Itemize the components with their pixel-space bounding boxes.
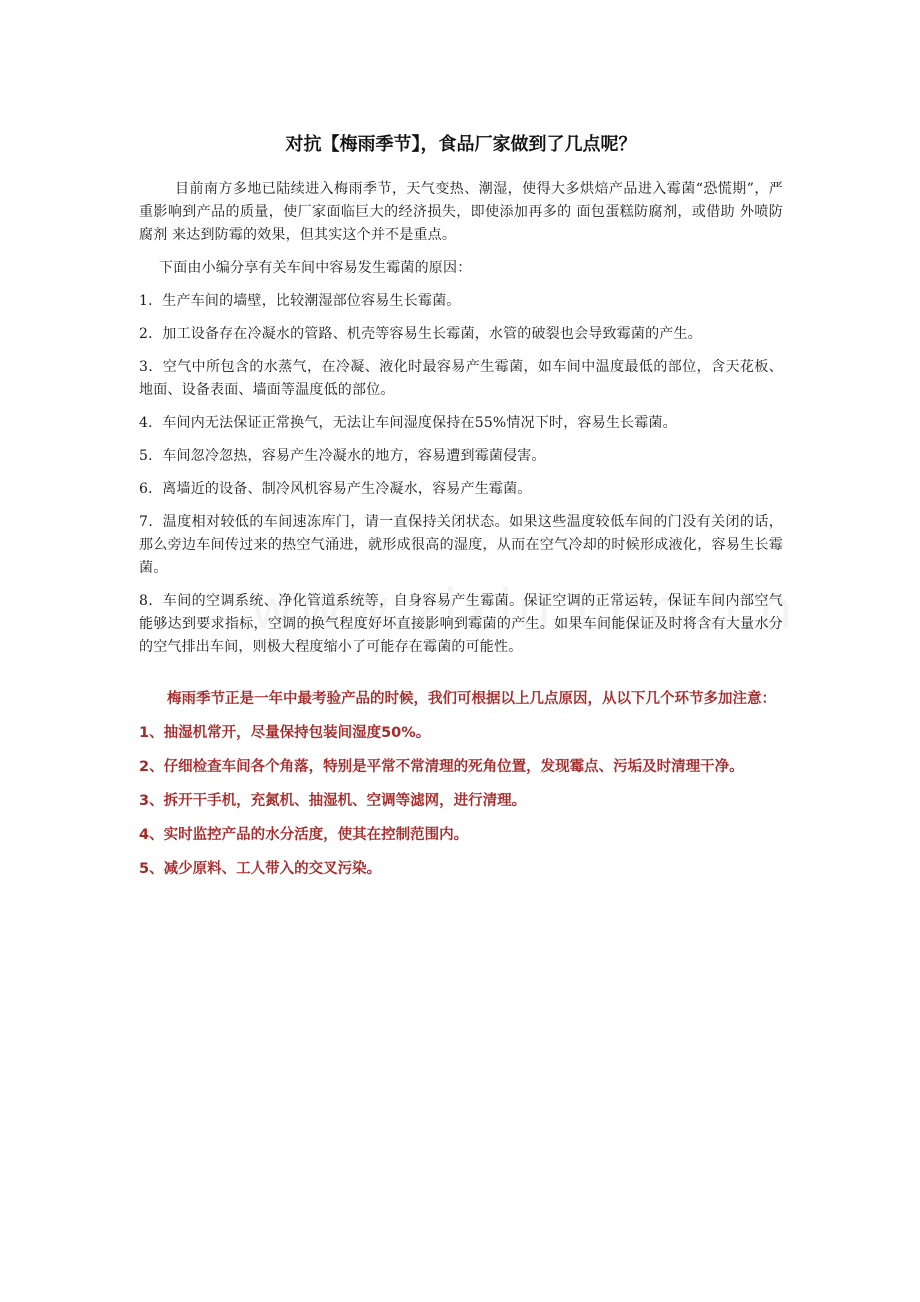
summary-paragraph: 梅雨季节正是一年中最考验产品的时候，我们可根据以上几点原因，从以下几个环节多加注意： (167, 691, 776, 707)
cause-item-1: 1．生产车间的墙壁，比较潮湿部位容易生长霉菌。 (139, 293, 461, 309)
document-title: 对抗【梅雨季节】，食品厂家做到了几点呢？ (285, 134, 637, 155)
cause-item-6: 6．离墙近的设备、制冷风机容易产生冷凝水，容易产生霉菌。 (139, 481, 532, 497)
measure-item-1: 1、抽湿机常开，尽量保持包装间湿度50%。 (139, 725, 431, 741)
cause-item-2: 2．加工设备存在冷凝水的管路、机壳等容易生长霉菌，水管的破裂也会导致霉菌的产生。 (139, 326, 702, 342)
causes-lead: 下面由小编分享有关车间中容易发生霉菌的原因： (159, 260, 472, 276)
cause-item-5: 5．车间忽冷忽热，容易产生冷凝水的地方，容易遭到霉菌侵害。 (139, 448, 546, 464)
measure-item-4: 4、实时监控产品的水分活度，使其在控制范围内。 (139, 827, 469, 843)
section-spacer (139, 669, 783, 687)
cause-item-3: 3．空气中所包含的水蒸气，在冷凝、液化时最容易产生霉菌，如车间中温度最低的部位，含天花板、地面、设备表面、墙面等温度低的部位。 (139, 359, 783, 398)
cause-item-4: 4．车间内无法保证正常换气，无法让车间湿度保持在55%情况下时，容易生长霉菌。 (139, 415, 677, 431)
cause-item-8: 8．车间的空调系统、净化管道系统等，自身容易产生霉菌。保证空调的正常运转，保证车间内部空气能够达到要求指标，空调的换气程度好坏直接影响到霉菌的产生。如果车间能保证及时将含有大量水分的空气排出车间，则极大程度缩小了可能存在霉菌的可能性。 (139, 593, 783, 655)
measure-item-3: 3、拆开干手机，充氮机、抽湿机、空调等滤网，进行清理。 (139, 793, 527, 809)
causes-list (139, 290, 783, 659)
measures-list (139, 721, 783, 881)
document-body (139, 128, 783, 891)
intro-paragraph: 目前南方多地已陆续进入梅雨季节，天气变热、潮湿，使得大多烘焙产品进入霉菌“恐慌期”，严重影响到产品的质量，使厂家面临巨大的经济损失，即使添加再多的 面包蛋糕防腐剂，或借助 外喷防腐剂 来达到防霉的效果，但其实这个并不是重点。 (139, 181, 783, 243)
cause-item-7: 7．温度相对较低的车间速冻库门，请一直保持关闭状态。如果这些温度较低车间的门没有关闭的话，那么旁边车间传过来的热空气涌进，就形成很高的湿度，从而在空气冷却的时候形成液化，容易生长霉菌。 (139, 514, 783, 576)
measure-item-5: 5、减少原料、工人带入的交叉污染。 (139, 861, 382, 877)
measure-item-2: 2、仔细检查车间各个角落，特别是平常不常清理的死角位置，发现霉点、污垢及时清理干净。 (139, 759, 744, 775)
